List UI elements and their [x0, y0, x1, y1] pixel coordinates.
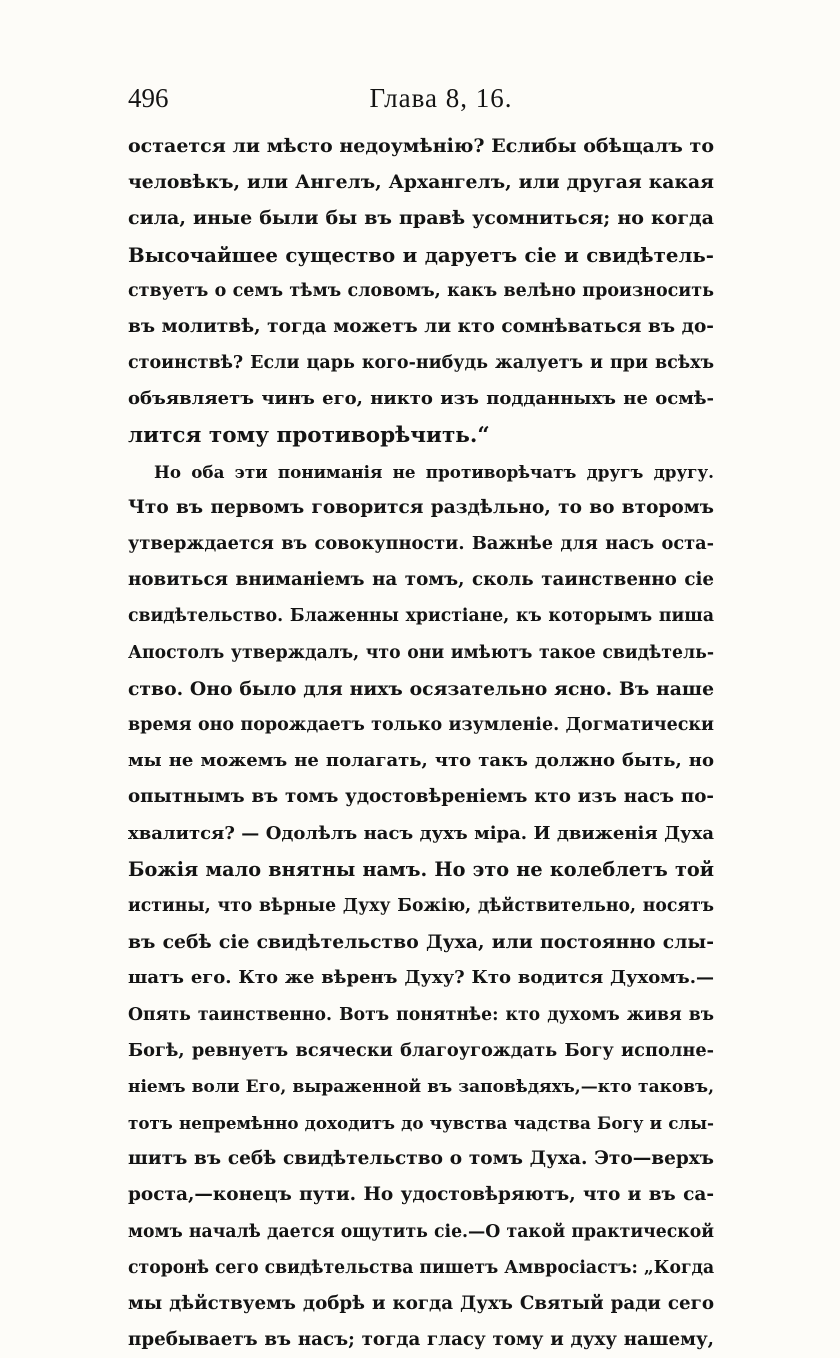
text-line: утверждается въ совокупности. Важнѣе для насъ оста- [128, 533, 714, 555]
text-line: сторонѣ сего свидѣтельства пишетъ Амвросіастъ: „Когда [128, 1257, 715, 1278]
text-line: пребываетъ въ насъ; тогда гласу тому и духу нашему, [128, 1329, 714, 1351]
page-number: 496 [128, 83, 169, 113]
text-line: объявляетъ чинъ его, никто изъ подданныхъ не осмѣ- [128, 388, 714, 410]
text-line: шатъ его. Кто же вѣренъ Духу? Кто водится Духомъ.— [128, 967, 714, 989]
text-line: ніемъ воли Его, выраженной въ заповѣдяхъ,—кто таковъ, [128, 1076, 714, 1097]
text-line: Что въ первомъ говорится раздѣльно, то во второмъ [128, 496, 714, 518]
text-line: ство. Оно было для нихъ осязательно ясно. Въ наше [128, 677, 714, 700]
text-line: хвалится? — Одолѣлъ насъ духъ міра. И движенія Духа [128, 822, 714, 844]
page-header [128, 78, 714, 118]
text-line: лится тому противорѣчить.“ [128, 422, 490, 448]
text-line: истины, что вѣрные Духу Божію, дѣйствительно, носятъ [128, 895, 714, 916]
text-line: стоинствѣ? Если царь кого-нибудь жалуетъ и при всѣхъ [128, 353, 714, 374]
text-line: свидѣтельство. Блаженны христіане, къ которымъ пиша [128, 606, 714, 627]
text-line: мы не можемъ не полагать, что такъ должно быть, но [128, 750, 714, 772]
text-line: момъ началѣ дается ощутить сіе.—О такой практической [128, 1221, 714, 1242]
running-title: Глава 8, 16. [369, 83, 513, 113]
text-line: мы дѣйствуемъ добрѣ и когда Духъ Святый ради сего [128, 1293, 714, 1314]
body-text [128, 128, 714, 1358]
text-line: шитъ въ себѣ свидѣтельство о томъ Духа. Это—верхъ [128, 1148, 714, 1170]
text-line: человѣкъ, или Ангелъ, Архангелъ, или другая какая [128, 171, 714, 194]
text-line: роста,—конецъ пути. Но удостовѣряютъ, что и въ са- [128, 1184, 714, 1206]
text-line: остается ли мѣсто недоумѣнію? Еслибы обѣщалъ то [128, 135, 714, 157]
text-line: Богѣ, ревнуетъ всячески благоугождать Богу исполне- [128, 1039, 714, 1061]
text-line: Высочайшее существо и даруетъ сіе и свидѣтель- [128, 242, 714, 267]
text-line: время оно порождаетъ только изумленіе. Догматически [128, 715, 714, 735]
text-line: сила, иные были бы въ правѣ усомниться; но когда [128, 207, 714, 230]
text-line: Божія мало внятны намъ. Но это не колеблетъ той [128, 857, 714, 881]
text-line: въ молитвѣ, тогда можетъ ли кто сомнѣваться въ до- [128, 315, 714, 337]
text-line: ствуетъ о семъ тѣмъ словомъ, какъ велѣно произносить [128, 280, 714, 301]
text-line: Апостолъ утверждалъ, что они имѣютъ такое свидѣтель- [128, 642, 714, 663]
text-line: тотъ непремѣнно доходитъ до чувства чадства Богу и слы- [128, 1113, 714, 1134]
text-line: Опять таинственно. Вотъ понятнѣе: кто духомъ живя въ [128, 1004, 714, 1025]
paragraph-first-line: Но оба эти пониманія не противорѣчатъ другъ другу. [154, 461, 714, 482]
text-line: новиться вниманіемъ на томъ, сколь таинственно сіе [128, 569, 714, 591]
text-line: опытнымъ въ томъ удостовѣреніемъ кто изъ насъ по- [128, 786, 714, 808]
text-line: въ себѣ сіе свидѣтельство Духа, или постоянно слы- [128, 931, 714, 954]
